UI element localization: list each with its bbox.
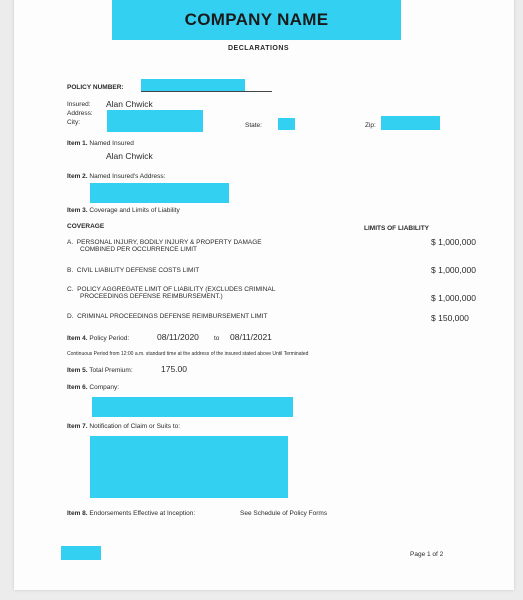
zip-label: Zip: [365, 122, 376, 129]
named-insured-value: Alan Chwick [106, 151, 153, 161]
city-label: City: [67, 119, 80, 126]
coverage-row-b-limit: $ 1,000,000 [431, 265, 476, 275]
endorsements-value: See Schedule of Policy Forms [240, 510, 328, 517]
company-name-banner [112, 0, 401, 40]
page-number: Page 1 of 2 [410, 551, 444, 558]
coverage-row-c: C. POLICY AGGREGATE LIMIT OF LIABILITY (EXCLUDES CRIMINAL PROCEEDINGS DEFENSE REIMBURSEMENT.) [67, 286, 276, 300]
state-redaction [278, 118, 295, 130]
policy-number-label: POLICY NUMBER: [67, 84, 124, 91]
policy-number-redaction [141, 79, 245, 91]
insured-value: Alan Chwick [106, 99, 153, 109]
coverage-column-header: COVERAGE [67, 223, 105, 230]
item8-row: Item 8. Endorsements Effective at Inception: [67, 510, 196, 517]
coverage-row-d: D. CRIMINAL PROCEEDINGS DEFENSE REIMBURSEMENT LIMIT [67, 313, 268, 320]
address-redaction [107, 110, 203, 132]
policy-period-from: 08/11/2020 [157, 332, 199, 342]
coverage-row-a-limit: $ 1,000,000 [431, 237, 476, 247]
item4-row: Item 4. Policy Period: [67, 335, 130, 342]
claim-notification-redaction [90, 436, 288, 498]
policy-number-underline [141, 91, 272, 92]
policy-period-to-word: to [214, 335, 220, 342]
item7-row: Item 7. Notification of Claim or Suits to: [67, 423, 181, 430]
named-insured-address-redaction [90, 183, 229, 203]
item5-row: Item 5. Total Premium: [67, 367, 133, 374]
item1-row: Item 1. Named Insured [67, 140, 134, 147]
total-premium-value: 175.00 [161, 364, 187, 374]
company-redaction [92, 397, 293, 417]
address-label: Address: [67, 110, 93, 117]
document-page [14, 0, 514, 590]
item3-row: Item 3. Coverage and Limits of Liability [67, 207, 180, 214]
limits-column-header: LIMITS OF LIABILITY [364, 225, 429, 232]
state-label: State: [245, 122, 262, 129]
company-name: COMPANY NAME [184, 10, 329, 29]
coverage-row-b: B. CIVIL LIABILITY DEFENSE COSTS LIMIT [67, 267, 200, 274]
policy-period-to: 08/11/2021 [230, 332, 272, 342]
coverage-row-a: A. PERSONAL INJURY, BODILY INJURY & PROPERTY DAMAGE COMBINED PER OCCURRENCE LIMIT [67, 239, 262, 253]
declarations-title: DECLARATIONS [228, 45, 290, 52]
zip-redaction [381, 116, 440, 130]
insured-label: Insured: [67, 101, 91, 108]
item2-row: Item 2. Named Insured's Address: [67, 173, 166, 180]
item6-row: Item 6. Company: [67, 384, 120, 391]
coverage-row-c-limit: $ 1,000,000 [431, 293, 476, 303]
continuous-period-note: Continuous Period from 12:00 a.m. standard time at the address of the insured stated above Until Terminated [67, 351, 309, 357]
footer-redaction [61, 546, 101, 560]
coverage-row-d-limit: $ 150,000 [431, 313, 469, 323]
